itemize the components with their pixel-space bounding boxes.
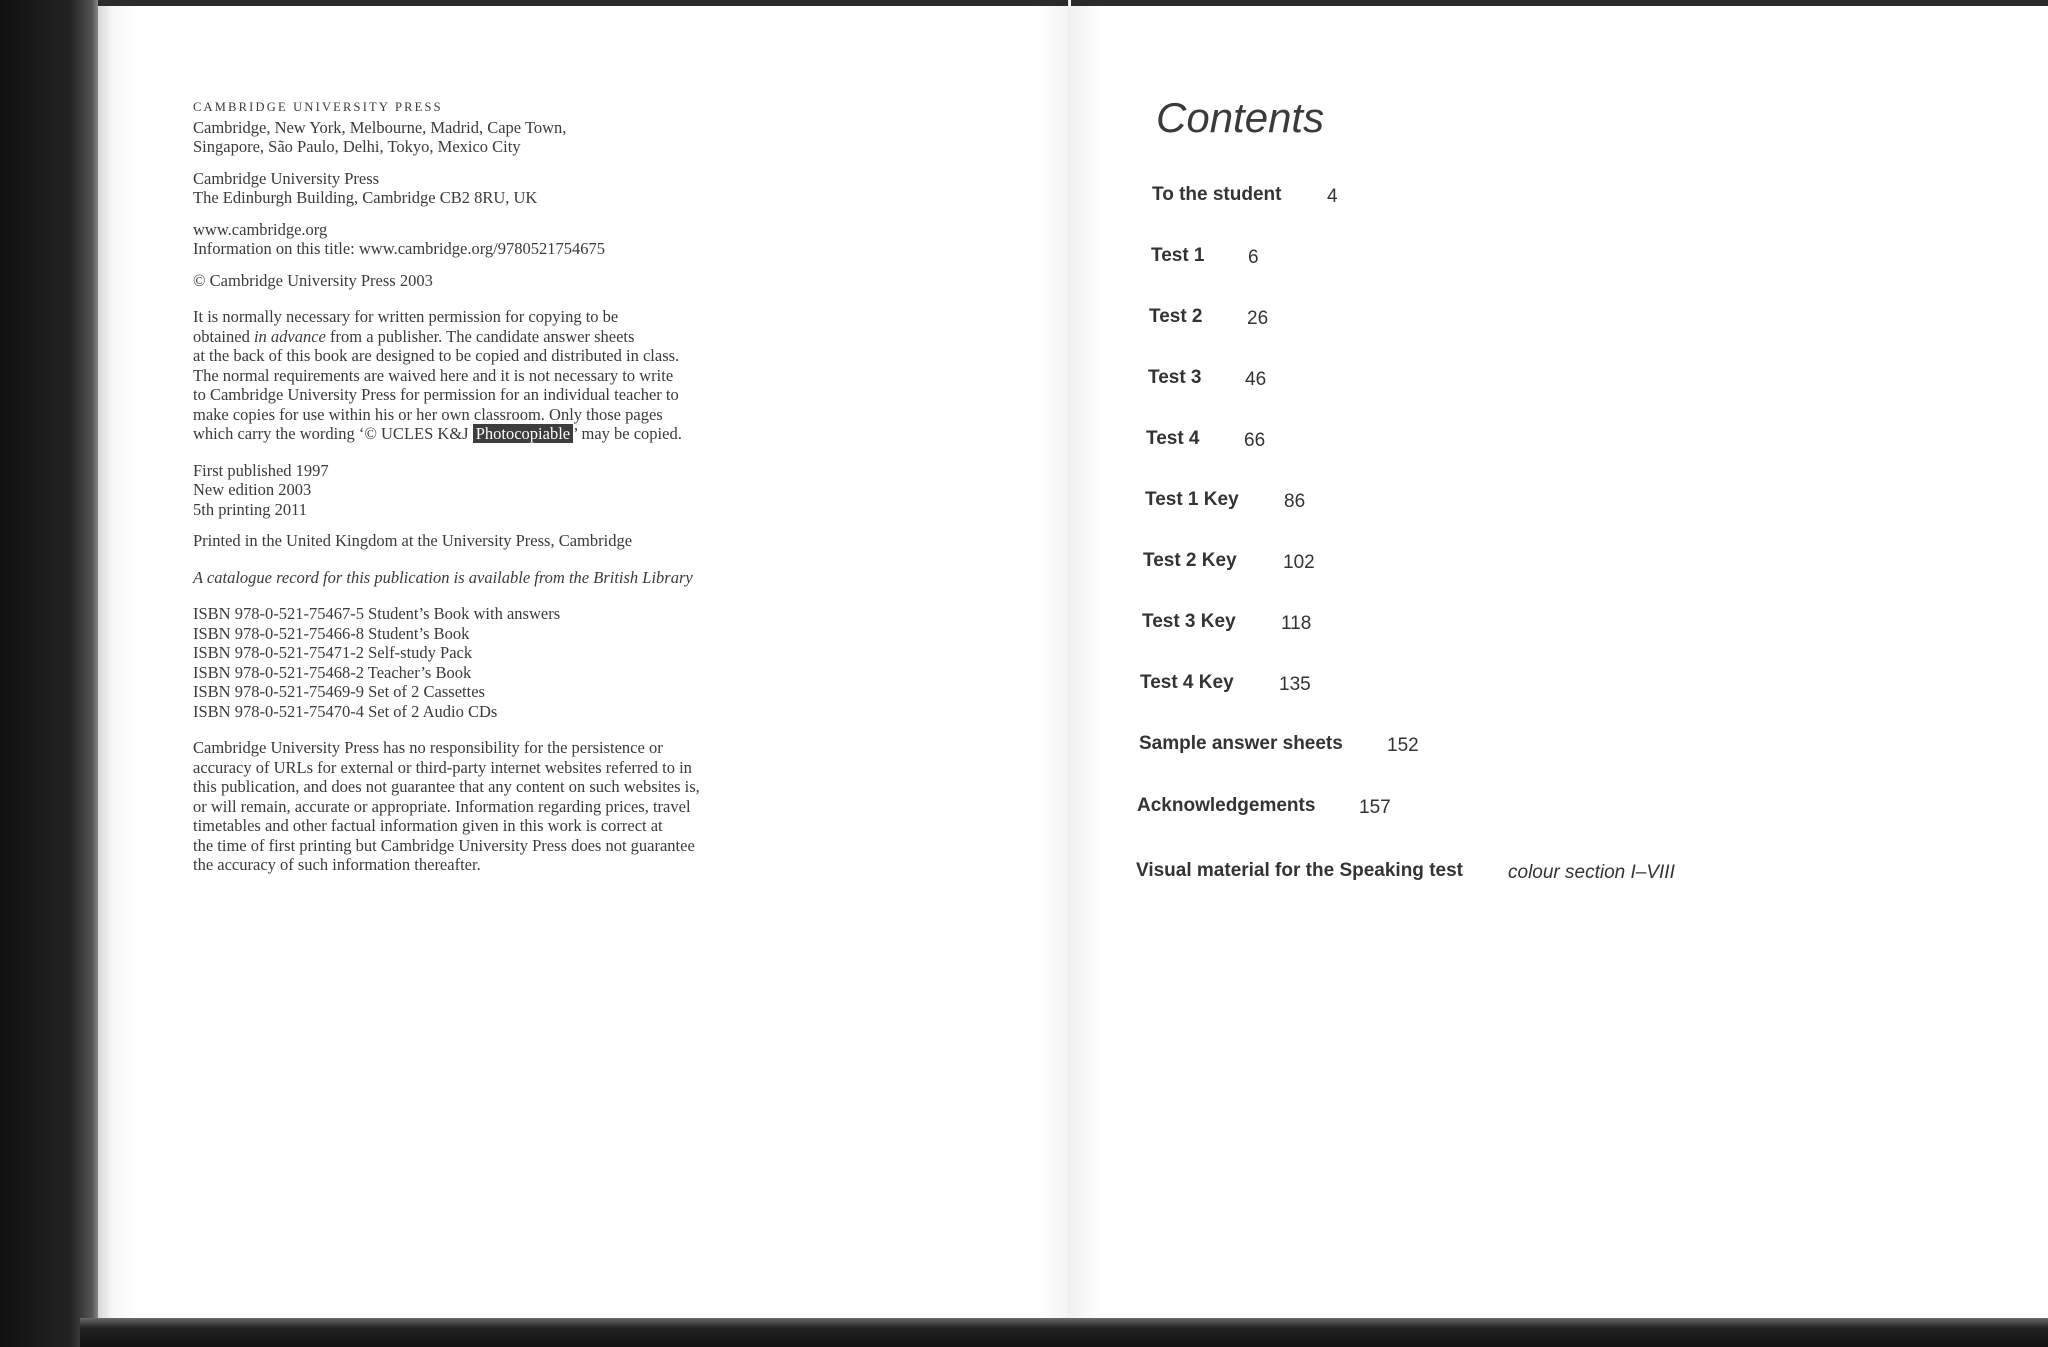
printed-in: Printed in the United Kingdom at the University Press, Cambridge (193, 531, 633, 550)
toc-label: To the student (1152, 184, 1282, 205)
disclaimer-line: the accuracy of such information thereafter. (193, 855, 481, 874)
toc-label: Test 3 Key (1142, 611, 1236, 632)
cities-line: Cambridge, New York, Melbourne, Madrid, Cape Town, (193, 117, 567, 137)
disclaimer-line: accuracy of URLs for external or third-party internet websites referred to in (193, 757, 692, 777)
toc-page: 6 (1248, 247, 1259, 268)
permission-emphasis: in advance (253, 326, 326, 346)
catalogue-text: A catalogue record for this publication is available from the British Library (193, 567, 693, 587)
toc-entry-test-4[interactable] (1146, 428, 1266, 451)
toc-page: 4 (1327, 186, 1338, 207)
history-line: New edition 2003 (193, 480, 312, 499)
toc-page: colour section I–VIII (1508, 862, 1675, 883)
permission-line: to Cambridge University Press for permission for an individual teacher to (193, 385, 679, 404)
copyright-notice: © Cambridge University Press 2003 (193, 270, 433, 290)
contents-title: Contents (1156, 94, 1325, 141)
isbn-line: ISBN 978-0-521-75470-4 Set of 2 Audio CDs (193, 701, 498, 721)
toc-page: 26 (1247, 308, 1269, 329)
disclaimer-line: Cambridge University Press has no responsibility for the persistence or (193, 738, 663, 757)
toc-page: 66 (1244, 430, 1266, 451)
toc-label: Acknowledgements (1137, 795, 1316, 816)
toc-label: Test 2 Key (1143, 550, 1237, 571)
cities-line: Singapore, São Paulo, Delhi, Tokyo, Mexico City (193, 137, 521, 156)
toc-entry-test-2-key[interactable] (1143, 550, 1315, 573)
permission-line: at the back of this book are designed to be copied and distributed in class. (193, 346, 680, 365)
permission-text: obtained (193, 326, 254, 346)
publisher-name: CAMBRIDGE UNIVERSITY PRESS (193, 100, 443, 114)
history-line: 5th printing 2011 (193, 499, 307, 519)
toc-entry-test-2[interactable] (1149, 306, 1269, 329)
toc-entry-acknowledgements[interactable] (1137, 795, 1391, 818)
toc-entry-test-3-key[interactable] (1142, 611, 1312, 634)
isbn-line: ISBN 978-0-521-75471-2 Self-study Pack (193, 643, 473, 662)
toc-label: Test 1 Key (1145, 489, 1239, 510)
toc-entry-test-3[interactable] (1148, 367, 1267, 390)
toc-page: 46 (1245, 369, 1267, 390)
permission-line: It is normally necessary for written permission for copying to be (193, 307, 619, 326)
address-line: The Edinburgh Building, Cambridge CB2 8RU, UK (193, 188, 538, 207)
disclaimer-line: the time of first printing but Cambridge University Press does not guarantee (193, 835, 695, 855)
toc-entry-sample-answer-sheets[interactable] (1139, 733, 1419, 756)
toc-page: 152 (1387, 735, 1419, 756)
title-info: Information on this title: www.cambridge.org/9780521754675 (193, 239, 605, 258)
toc-label: Test 4 (1146, 428, 1200, 449)
photocopiable-badge: Photocopiable (473, 424, 573, 443)
isbn-line: ISBN 978-0-521-75467-5 Student’s Book with answers (193, 604, 561, 623)
bottom-shadow (80, 1318, 2048, 1347)
disclaimer-line: or will remain, accurate or appropriate. Information regarding prices, travel (193, 796, 691, 816)
toc-entry-visual-material[interactable] (1136, 860, 1675, 883)
toc-page: 157 (1359, 797, 1391, 818)
permission-text: which carry the wording ‘© UCLES K&J (193, 424, 473, 443)
toc-entry-test-4-key[interactable] (1140, 672, 1311, 695)
toc-entry-to-the-student[interactable] (1152, 184, 1338, 207)
toc-page: 118 (1281, 613, 1312, 634)
toc-label: Test 4 Key (1140, 672, 1234, 693)
toc-entry-test-1-key[interactable] (1145, 489, 1306, 512)
isbn-line: ISBN 978-0-521-75469-9 Set of 2 Cassettes (193, 682, 485, 701)
toc-label: Visual material for the Speaking test (1136, 860, 1463, 881)
disclaimer-line: this publication, and does not guarantee that any content on such websites is, (193, 777, 700, 796)
disclaimer-line: timetables and other factual information given in this work is correct at (193, 816, 663, 835)
isbn-line: ISBN 978-0-521-75466-8 Student’s Book (193, 623, 470, 643)
toc-label: Sample answer sheets (1139, 733, 1343, 754)
isbn-line: ISBN 978-0-521-75468-2 Teacher’s Book (193, 662, 472, 682)
website: www.cambridge.org (193, 219, 328, 239)
permission-line: make copies for use within his or her own classroom. Only those pages (193, 404, 663, 424)
toc-entry-test-1[interactable] (1151, 245, 1259, 268)
permission-text: ’ may be copied. (573, 424, 682, 443)
address-line: Cambridge University Press (193, 168, 380, 188)
history-line: First published 1997 (193, 460, 329, 480)
toc-page: 86 (1284, 491, 1306, 512)
toc-label: Test 1 (1151, 245, 1205, 266)
toc-label: Test 2 (1149, 306, 1203, 327)
permission-text: from a publisher. The candidate answer sheets (325, 326, 635, 346)
toc-label: Test 3 (1148, 367, 1202, 388)
toc-page: 102 (1283, 552, 1315, 573)
toc-page: 135 (1279, 674, 1311, 695)
permission-line: The normal requirements are waived here and it is not necessary to write (193, 365, 674, 385)
